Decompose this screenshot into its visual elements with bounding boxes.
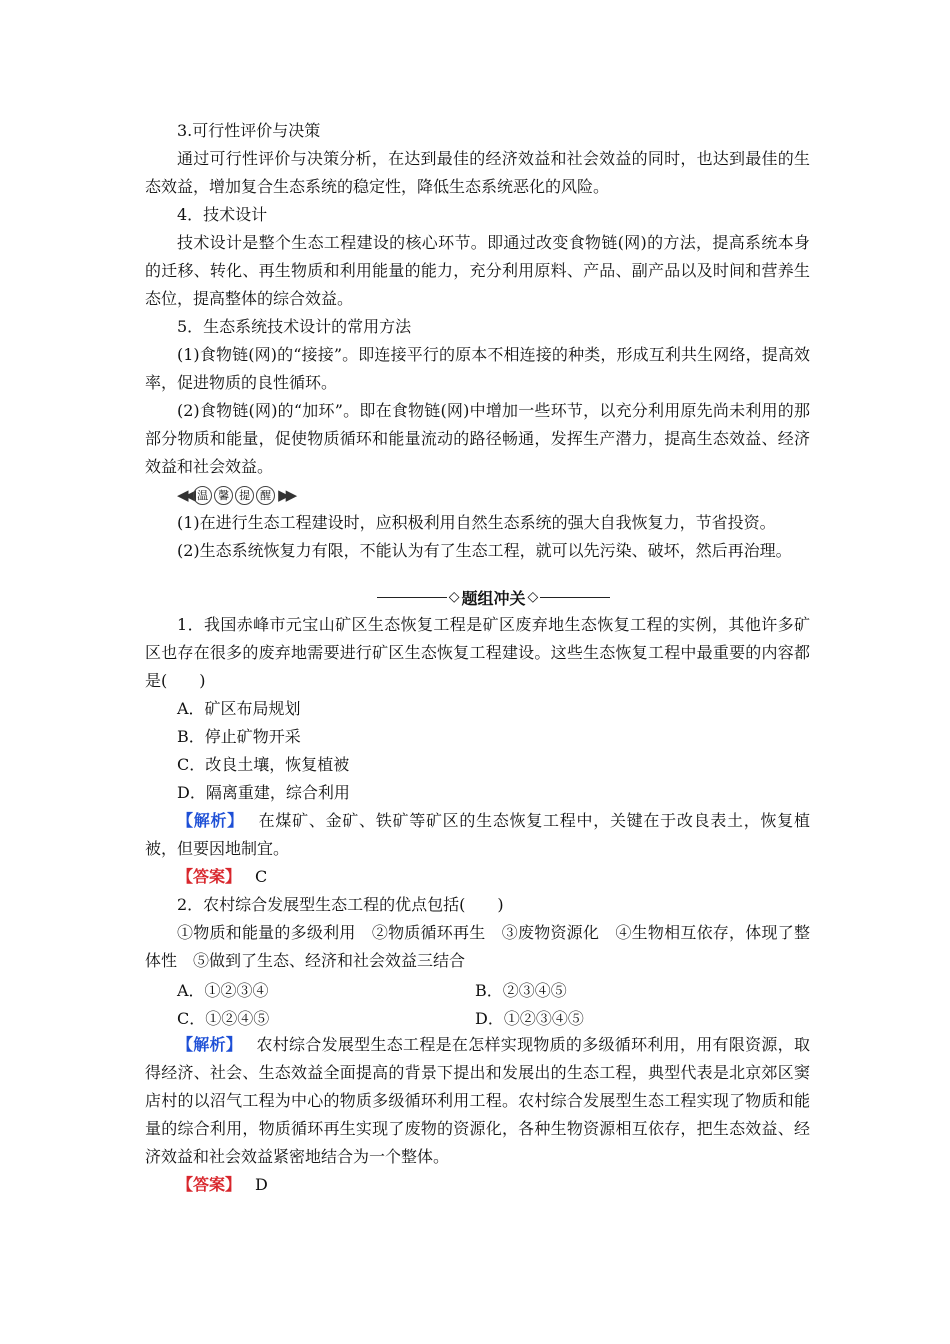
q1-option-b: B．停止矿物开采 (177, 727, 301, 746)
arrow-left-icon: ◀◀ (177, 486, 193, 504)
part5-title: 5．生态系统技术设计的常用方法 (177, 317, 412, 336)
q2-answer (145, 1171, 810, 1199)
part4-title: 4．技术设计 (177, 205, 268, 224)
q2-analysis-text: 农村综合发展型生态工程是在怎样实现物质的多级循环利用，用有限资源，取得经济、社会、生态效益全面提高的背景下提出和发展出的生态工程，典型代表是北京郊区窦店村的以沼气工程为中心的物质多级循环利用工程。农村综合发展型生态工程实现了物质和能量的综合利用，物质循环再生实现了废物的资源化，各种生物资源相互依存，把生态效益、经济效益和社会效益紧密地结合为一个整体。 (145, 1035, 810, 1166)
q1-option-a: A．矿区布局规划 (177, 699, 301, 718)
q1-answer (145, 863, 810, 891)
part3-title: 3.可行性评价与决策 (177, 121, 321, 140)
section-line-left (377, 597, 447, 598)
section-title: 题组冲关 (461, 588, 526, 608)
q1-analysis-text: 在煤矿、金矿、铁矿等矿区的生态恢复工程中，关键在于改良表土，恢复植被，但要因地制宜。 (145, 811, 810, 858)
q1-option-c: C．改良土壤，恢复植被 (177, 755, 350, 774)
part5-item1: (1)食物链(网)的“接接”。即连接平行的原本不相连接的种类，形成互利共生网络，提高效率，促进物质的良性循环。 (145, 345, 810, 392)
q1-answer-value: C (255, 867, 268, 886)
document-page (145, 117, 810, 1199)
part3-body: 通过可行性评价与决策分析，在达到最佳的经济效益和社会效益的同时，也达到最佳的生态效益，增加复合生态系统的稳定性，降低生态系统恶化的风险。 (145, 149, 810, 196)
q2-option-c: C．①②④⑤ (177, 1008, 270, 1028)
tip-item1: (1)在进行生态工程建设时，应积极利用自然生态系统的强大自我恢复力，节省投资。 (177, 513, 776, 532)
q2-option-b: B．②③④⑤ (475, 980, 567, 1000)
q1-option-d: D．隔离重建，综合利用 (177, 783, 350, 802)
diamond-icon: ◇ (448, 589, 460, 605)
q2-options-row1 (145, 975, 810, 1003)
answer-tag: 【答案】 (177, 1175, 242, 1194)
section-heading (145, 583, 810, 611)
q2-analysis (145, 1031, 810, 1171)
q1-stem: 1．我国赤峰市元宝山矿区生态恢复工程是矿区废弃地生态恢复工程的实例，其他许多矿区也存在很多的废弃地需要进行矿区生态恢复工程建设。这些生态恢复工程中最重要的内容都是( ) (145, 615, 810, 690)
q1-analysis (145, 807, 810, 863)
q2-option-a: A．①②③④ (177, 980, 269, 1000)
tip-banner (145, 481, 810, 509)
answer-tag: 【答案】 (177, 867, 242, 886)
q2-options-row2 (145, 1003, 810, 1031)
tip-char: 温 (193, 486, 212, 505)
arrow-right-icon: ▶▶ (278, 486, 294, 504)
analysis-tag: 【解析】 (177, 811, 244, 830)
part5-item2: (2)食物链(网)的“加环”。即在食物链(网)中增加一些环节，以充分利用原先尚未利用的那部分物质和能量，促使物质循环和能量流动的路径畅通，发挥生产潜力，提高生态效益、经济效益和社会效益。 (145, 401, 810, 476)
q2-option-d: D．①②③④⑤ (475, 1008, 584, 1028)
tip-item2: (2)生态系统恢复力有限，不能认为有了生态工程，就可以先污染、破坏，然后再治理。 (177, 541, 792, 560)
part4-body: 技术设计是整个生态工程建设的核心环节。即通过改变食物链(网)的方法，提高系统本身的迁移、转化、再生物质和利用能量的能力，充分利用原料、产品、副产品以及时间和营养生态位，提高整体的综合效益。 (145, 233, 810, 308)
tip-char: 醒 (256, 486, 275, 505)
q2-items: ①物质和能量的多级利用 ②物质循环再生 ③废物资源化 ④生物相互依存，体现了整体性 ⑤做到了生态、经济和社会效益三结合 (145, 923, 810, 970)
diamond-icon: ◇ (527, 589, 539, 605)
tip-char: 馨 (214, 486, 233, 505)
analysis-tag: 【解析】 (177, 1035, 243, 1054)
q2-stem: 2．农村综合发展型生态工程的优点包括( ) (177, 895, 504, 914)
tip-char: 提 (235, 486, 254, 505)
q2-answer-value: D (255, 1175, 268, 1194)
section-line-right (540, 597, 610, 598)
